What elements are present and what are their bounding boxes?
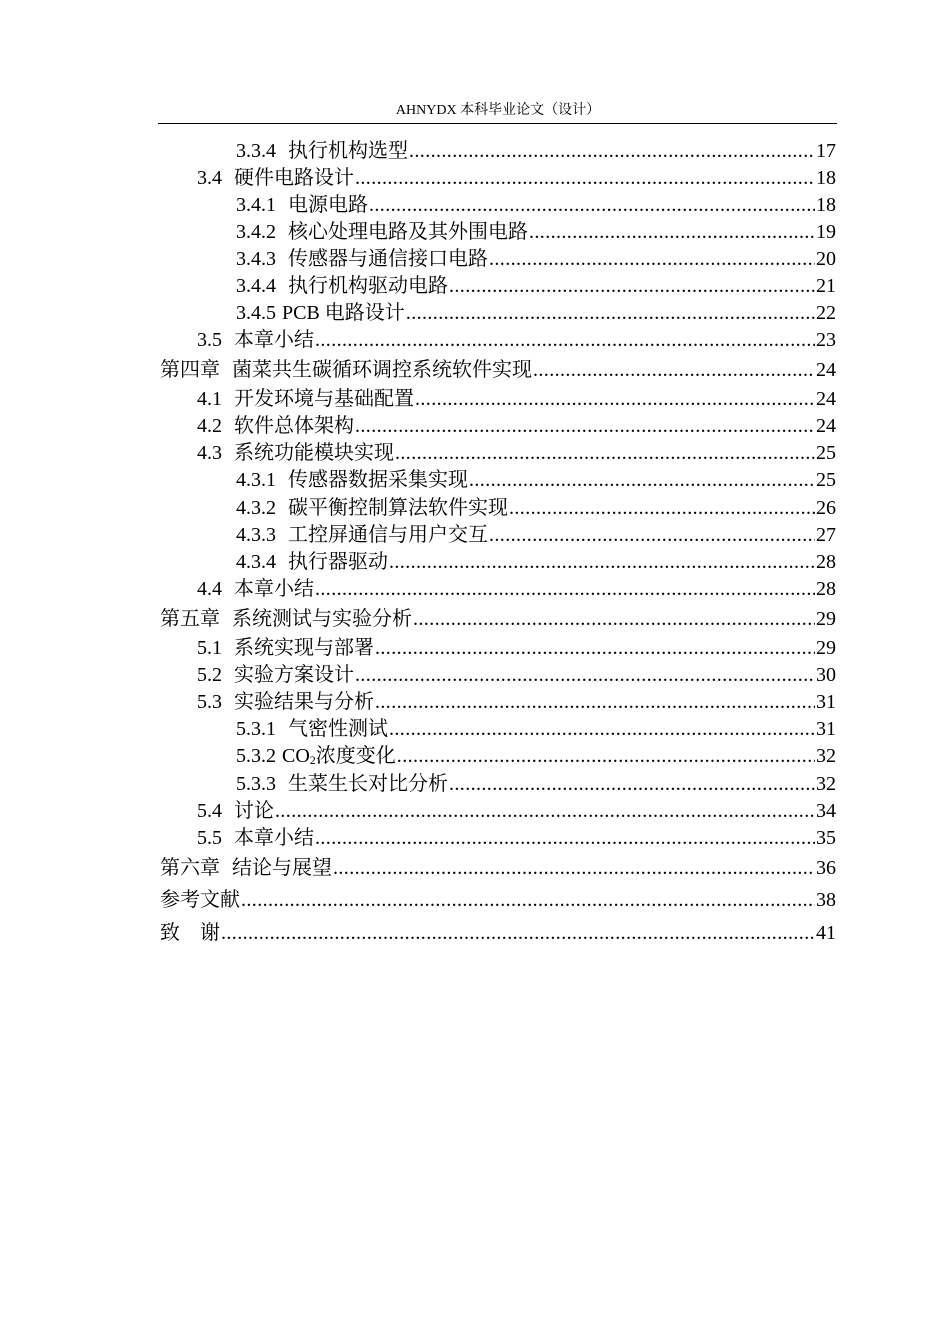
toc-entry[interactable] <box>236 467 836 493</box>
toc-leader <box>355 165 815 191</box>
toc-entry[interactable] <box>160 855 836 881</box>
toc-page: 25 <box>816 469 836 491</box>
toc-page: 32 <box>816 773 836 795</box>
toc-leader <box>389 716 815 742</box>
toc-title: 开发环境与基础配置 <box>234 388 414 410</box>
toc-page: 24 <box>816 415 836 437</box>
toc-page: 24 <box>816 388 836 410</box>
toc-page: 24 <box>816 359 836 381</box>
toc-entry[interactable] <box>236 743 836 769</box>
toc-number: 4.3.2 <box>236 497 276 519</box>
toc-title: 生菜生长对比分析 <box>288 773 448 795</box>
toc-title: 系统实现与部署 <box>234 637 374 659</box>
toc-entry[interactable] <box>236 771 836 797</box>
toc-title <box>282 743 396 773</box>
toc-entry[interactable] <box>160 887 836 913</box>
toc-title: 本章小结 <box>234 329 314 351</box>
toc-title: 结论与展望 <box>232 857 332 879</box>
toc-page: 27 <box>816 524 836 546</box>
toc-entry[interactable] <box>236 495 836 521</box>
toc-entry[interactable] <box>236 192 836 218</box>
toc-page: 29 <box>816 637 836 659</box>
toc-title: 气密性测试 <box>288 718 388 740</box>
toc-number: 第五章 <box>160 608 220 630</box>
toc-leader <box>409 138 815 164</box>
toc-title: 软件总体架构 <box>234 415 354 437</box>
toc-leader <box>241 887 815 913</box>
toc-leader <box>413 606 815 632</box>
toc-number: 4.1 <box>197 388 222 410</box>
toc-title: 本章小结 <box>234 578 314 600</box>
toc-title: 本章小结 <box>234 827 314 849</box>
toc-number: 3.4.2 <box>236 221 276 243</box>
toc-entry[interactable] <box>236 716 836 742</box>
toc-number: 5.2 <box>197 664 222 686</box>
toc-leader <box>533 357 815 383</box>
toc-page: 36 <box>816 857 836 879</box>
toc-entry[interactable] <box>197 327 836 353</box>
toc-page: 18 <box>816 194 836 216</box>
toc-number: 5.3.2 <box>236 745 276 767</box>
toc-title: 实验结果与分析 <box>234 691 374 713</box>
toc-leader <box>315 576 815 602</box>
toc-page: 31 <box>816 718 836 740</box>
toc-leader <box>449 771 815 797</box>
toc-number: 5.3.1 <box>236 718 276 740</box>
toc-entry[interactable] <box>197 689 836 715</box>
toc-leader <box>529 219 815 245</box>
toc-number: 5.4 <box>197 800 222 822</box>
toc-title: 电源电路 <box>288 194 368 216</box>
toc-leader <box>221 920 815 946</box>
toc-page: 30 <box>816 664 836 686</box>
toc-number: 4.3.4 <box>236 551 276 573</box>
toc-title: 致 谢 <box>160 922 220 944</box>
toc-number: 4.3.3 <box>236 524 276 546</box>
toc-entry[interactable] <box>160 357 836 383</box>
toc-entry[interactable] <box>197 413 836 439</box>
toc-entry[interactable] <box>236 273 836 299</box>
toc-leader <box>389 549 815 575</box>
toc-leader <box>315 327 815 353</box>
toc-page: 19 <box>816 221 836 243</box>
toc-number: 3.4.1 <box>236 194 276 216</box>
toc-page: 34 <box>816 800 836 822</box>
toc-entry[interactable] <box>236 219 836 245</box>
toc-entry[interactable] <box>197 440 836 466</box>
toc-title: 执行机构选型 <box>288 140 408 162</box>
toc-title: 讨论 <box>234 800 274 822</box>
toc-title: 传感器与通信接口电路 <box>288 248 488 270</box>
toc-entry[interactable] <box>236 138 836 164</box>
toc-title: 核心处理电路及其外围电路 <box>288 221 528 243</box>
toc-number: 3.4.5 <box>236 302 276 324</box>
toc-number: 3.4.3 <box>236 248 276 270</box>
toc-title: 系统测试与实验分析 <box>232 608 412 630</box>
toc-page: 32 <box>816 745 836 767</box>
toc-page: 26 <box>816 497 836 519</box>
toc-page: 17 <box>816 140 836 162</box>
toc-number: 第四章 <box>160 359 220 381</box>
toc-page: 31 <box>816 691 836 713</box>
toc-leader <box>355 662 815 688</box>
toc-leader <box>315 825 815 851</box>
toc-leader <box>375 689 815 715</box>
toc-leader <box>449 273 815 299</box>
toc-entry[interactable] <box>236 549 836 575</box>
toc-title: 实验方案设计 <box>234 664 354 686</box>
toc-leader <box>469 467 815 493</box>
toc-entry[interactable] <box>197 386 836 412</box>
toc-leader <box>333 855 815 881</box>
header-divider <box>158 123 837 124</box>
toc-title-text: 浓度变化 <box>315 745 396 767</box>
toc-number: 3.5 <box>197 329 222 351</box>
toc-page: 28 <box>816 551 836 573</box>
toc-title: 硬件电路设计 <box>234 167 354 189</box>
toc-leader <box>406 300 815 326</box>
toc-number: 5.5 <box>197 827 222 849</box>
toc-number: 5.3.3 <box>236 773 276 795</box>
toc-leader <box>415 386 815 412</box>
toc-leader <box>509 495 815 521</box>
toc-entry[interactable] <box>160 920 836 946</box>
toc-title: 传感器数据采集实现 <box>288 469 468 491</box>
toc-title: 工控屏通信与用户交互 <box>288 524 488 546</box>
toc-number: 第六章 <box>160 857 220 879</box>
toc-leader <box>369 192 815 218</box>
toc-entry[interactable] <box>197 662 836 688</box>
toc-title: 执行器驱动 <box>288 551 388 573</box>
toc-entry[interactable] <box>197 165 836 191</box>
toc-leader <box>489 522 815 548</box>
toc-title: 参考文献 <box>160 889 240 911</box>
toc-number: 4.4 <box>197 578 222 600</box>
toc-page: 21 <box>816 275 836 297</box>
toc-page: 20 <box>816 248 836 270</box>
toc-number: 4.2 <box>197 415 222 437</box>
toc-number: 3.4.4 <box>236 275 276 297</box>
toc-entry[interactable] <box>236 300 836 326</box>
toc-number: 5.1 <box>197 637 222 659</box>
toc-title: 菌菜共生碳循环调控系统软件实现 <box>232 359 532 381</box>
toc-entry[interactable] <box>197 825 836 851</box>
toc-title: PCB 电路设计 <box>282 302 405 324</box>
toc-leader <box>395 440 815 466</box>
toc-page: 18 <box>816 167 836 189</box>
page-header: AHNYDX 本科毕业论文（设计） <box>395 103 601 118</box>
toc-entry[interactable] <box>197 576 836 602</box>
toc-title-text: CO <box>282 745 310 767</box>
toc-leader <box>375 635 815 661</box>
toc-page: 41 <box>816 922 836 944</box>
toc-entry[interactable] <box>160 606 836 632</box>
toc-page: 35 <box>816 827 836 849</box>
toc-leader <box>397 743 815 769</box>
toc-page: 23 <box>816 329 836 351</box>
toc-page: 28 <box>816 578 836 600</box>
toc-leader <box>355 413 815 439</box>
toc-page: 29 <box>816 608 836 630</box>
toc-page: 22 <box>816 302 836 324</box>
toc-number: 4.3 <box>197 442 222 464</box>
toc-page: 25 <box>816 442 836 464</box>
toc-number: 3.3.4 <box>236 140 276 162</box>
toc-page: 38 <box>816 889 836 911</box>
toc-title: 系统功能模块实现 <box>234 442 394 464</box>
toc-entry[interactable] <box>197 635 836 661</box>
toc-leader <box>275 798 815 824</box>
toc-title: 执行机构驱动电路 <box>288 275 448 297</box>
toc-title-subscript: 2 <box>309 753 316 767</box>
toc-title: 碳平衡控制算法软件实现 <box>288 497 508 519</box>
toc-number: 5.3 <box>197 691 222 713</box>
toc-entry[interactable] <box>197 798 836 824</box>
toc-number: 3.4 <box>197 167 222 189</box>
toc-entry[interactable] <box>236 522 836 548</box>
toc-leader <box>489 246 815 272</box>
toc-entry[interactable] <box>236 246 836 272</box>
toc-number: 4.3.1 <box>236 469 276 491</box>
